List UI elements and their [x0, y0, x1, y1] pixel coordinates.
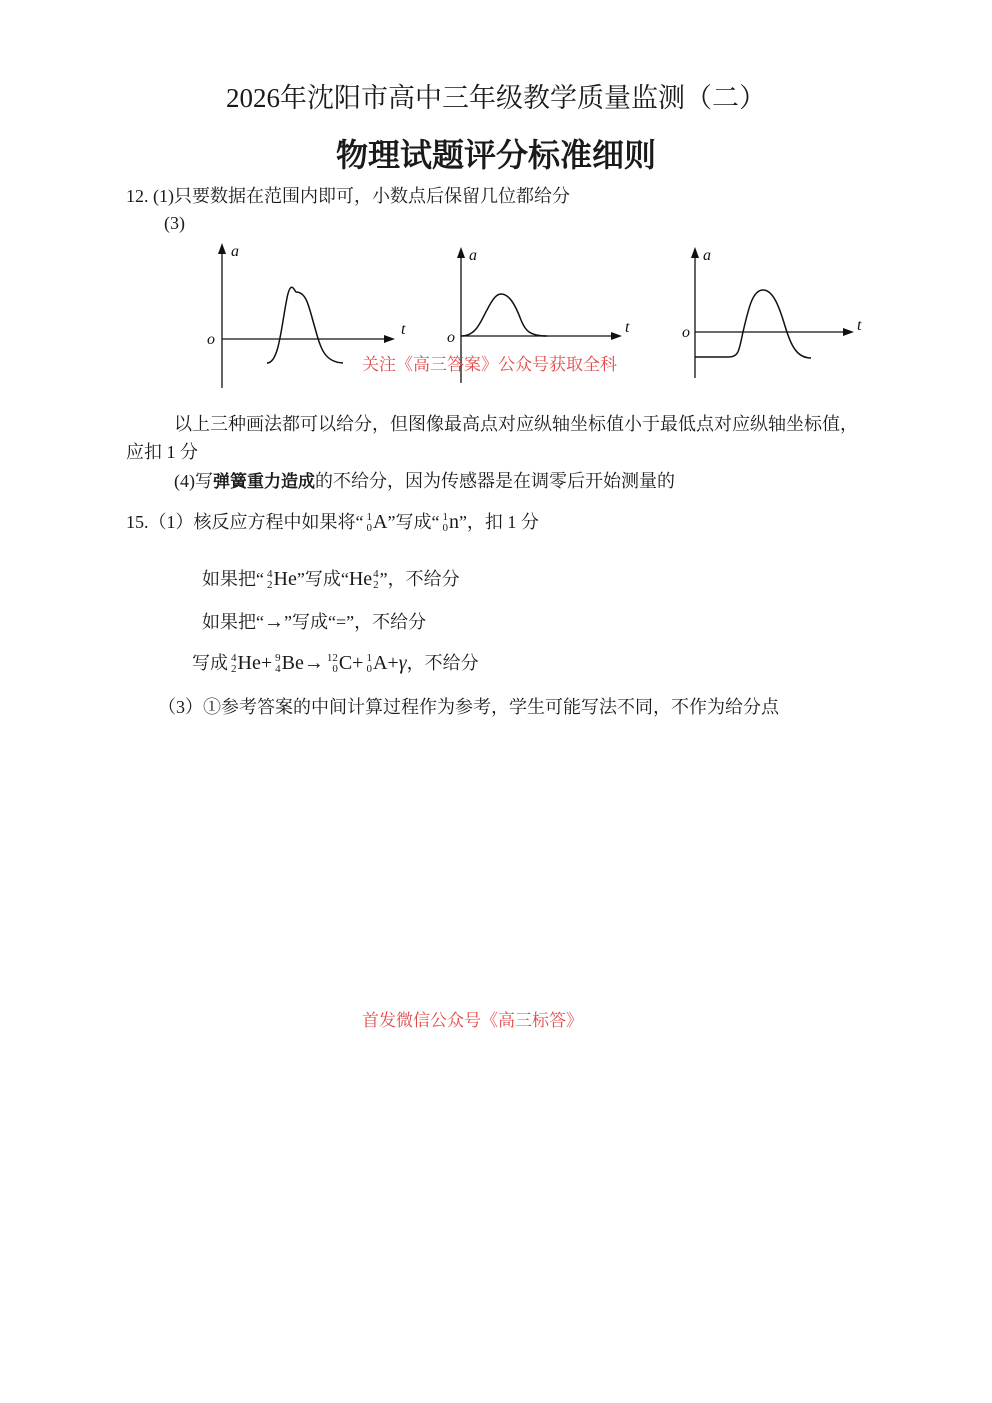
graph-3-origin-label: o [682, 324, 690, 341]
q12-number: 12. [126, 186, 149, 206]
q15-line1 [126, 508, 539, 534]
he-wrong-symbol: He [348, 568, 373, 590]
q12-part4-bold: 弹簧重力造成 [213, 472, 315, 492]
q15-line2-start: 如果把“ [202, 569, 264, 589]
graph-1-y-arrow [218, 243, 226, 254]
eq-gamma: γ [398, 652, 407, 674]
document-title: 2026年沈阳市高中三年级教学质量监测（二） [226, 83, 766, 113]
eq-plus-1: + [260, 652, 273, 674]
q15-line1-end: ”，扣 1 分 [458, 512, 539, 532]
he-wrong-scripts: 4 2 [373, 568, 379, 591]
q15-line4-end: ，不给分 [406, 653, 479, 673]
graph-1-curve [267, 287, 343, 363]
q15-line3 [202, 608, 426, 634]
graph-3 [677, 240, 877, 385]
nuclide-A-symbol: A [373, 511, 388, 533]
eq-arrow: → [303, 652, 324, 674]
q15-line1-mid: ”写成“ [387, 512, 440, 532]
graph-3-curve [695, 290, 811, 358]
eq-plus-2: + [352, 652, 364, 674]
q12-part1-text: (1)只要数据在范围内即可，小数点后保留几位都给分 [153, 186, 570, 206]
he-correct-scripts: 4 2 [267, 568, 273, 591]
eq-c-symbol: C [338, 652, 353, 674]
document-subtitle: 物理试题评分标准细则 [335, 136, 656, 174]
q15-line2 [202, 565, 460, 591]
watermark-footer: 首发微信公众号《高三标答》 [362, 1011, 583, 1030]
graph-3-x-arrow [843, 328, 854, 336]
he-correct-symbol: He [273, 568, 297, 590]
graph-2-x-label: t [625, 319, 630, 336]
eq-c-scripts: 12 0 [326, 652, 338, 675]
nuclide-A-scripts: 1 0 [366, 511, 372, 534]
graph-1-y-label: a [231, 243, 239, 260]
graph-2-x-arrow [611, 332, 622, 340]
q12-part1 [126, 182, 570, 208]
graph-2-y-arrow [457, 247, 465, 258]
q12-note-line1: 以上三种画法都可以给分，但图像最高点对应纵轴坐标值小于最低点对应纵轴坐标值， [174, 414, 858, 434]
eq-be-symbol: Be [281, 652, 304, 674]
graph-1-origin-label: o [207, 331, 215, 348]
q15-line4 [192, 649, 479, 675]
nuclide-n-symbol: n [448, 511, 459, 533]
eq-plus-3: + [387, 652, 399, 674]
eq-be-scripts: 9 4 [275, 652, 281, 675]
graph-1-x-label: t [401, 321, 406, 338]
graph-2-y-label: a [469, 247, 477, 264]
graph-3-x-label: t [857, 317, 862, 334]
q15-line1-start: 15.（1）核反应方程中如果将“ [126, 512, 364, 532]
q15-line4-start: 写成 [192, 653, 228, 673]
watermark-top: 关注《高三答案》公众号获取全科 [362, 355, 617, 374]
q15-line2-mid: ”写成“ [296, 569, 349, 589]
q15-line5: （3）①参考答案的中间计算过程作为参考，学生可能写法不同，不作为给分点 [158, 697, 779, 717]
eq-a-scripts: 1 0 [366, 652, 372, 675]
graph-3-y-arrow [691, 247, 699, 258]
q12-part3-label: (3) [164, 213, 185, 233]
q12-part4 [174, 467, 675, 493]
graph-2-curve [461, 294, 547, 336]
graph-3-y-label: a [703, 247, 711, 264]
graph-1-x-arrow [384, 335, 395, 343]
eq-a-symbol: A [372, 652, 388, 674]
eq-he-symbol: He [237, 652, 261, 674]
arrow-symbol: → [264, 611, 284, 633]
q15-line3-start: 如果把“ [202, 612, 264, 632]
q12-part4-suffix: 的不给分，因为传感器是在调零后开始测量的 [315, 471, 675, 491]
q12-part4-prefix: (4)写 [174, 471, 213, 491]
q15-line2-end: ”，不给分 [379, 569, 460, 589]
eq-he-scripts: 4 2 [231, 652, 237, 675]
q15-line3-mid: ”写成“=”，不给分 [284, 612, 427, 632]
graph-2-origin-label: o [447, 329, 455, 346]
nuclide-n-scripts: 1 0 [442, 511, 448, 534]
q12-note-line2: 应扣 1 分 [126, 442, 198, 462]
